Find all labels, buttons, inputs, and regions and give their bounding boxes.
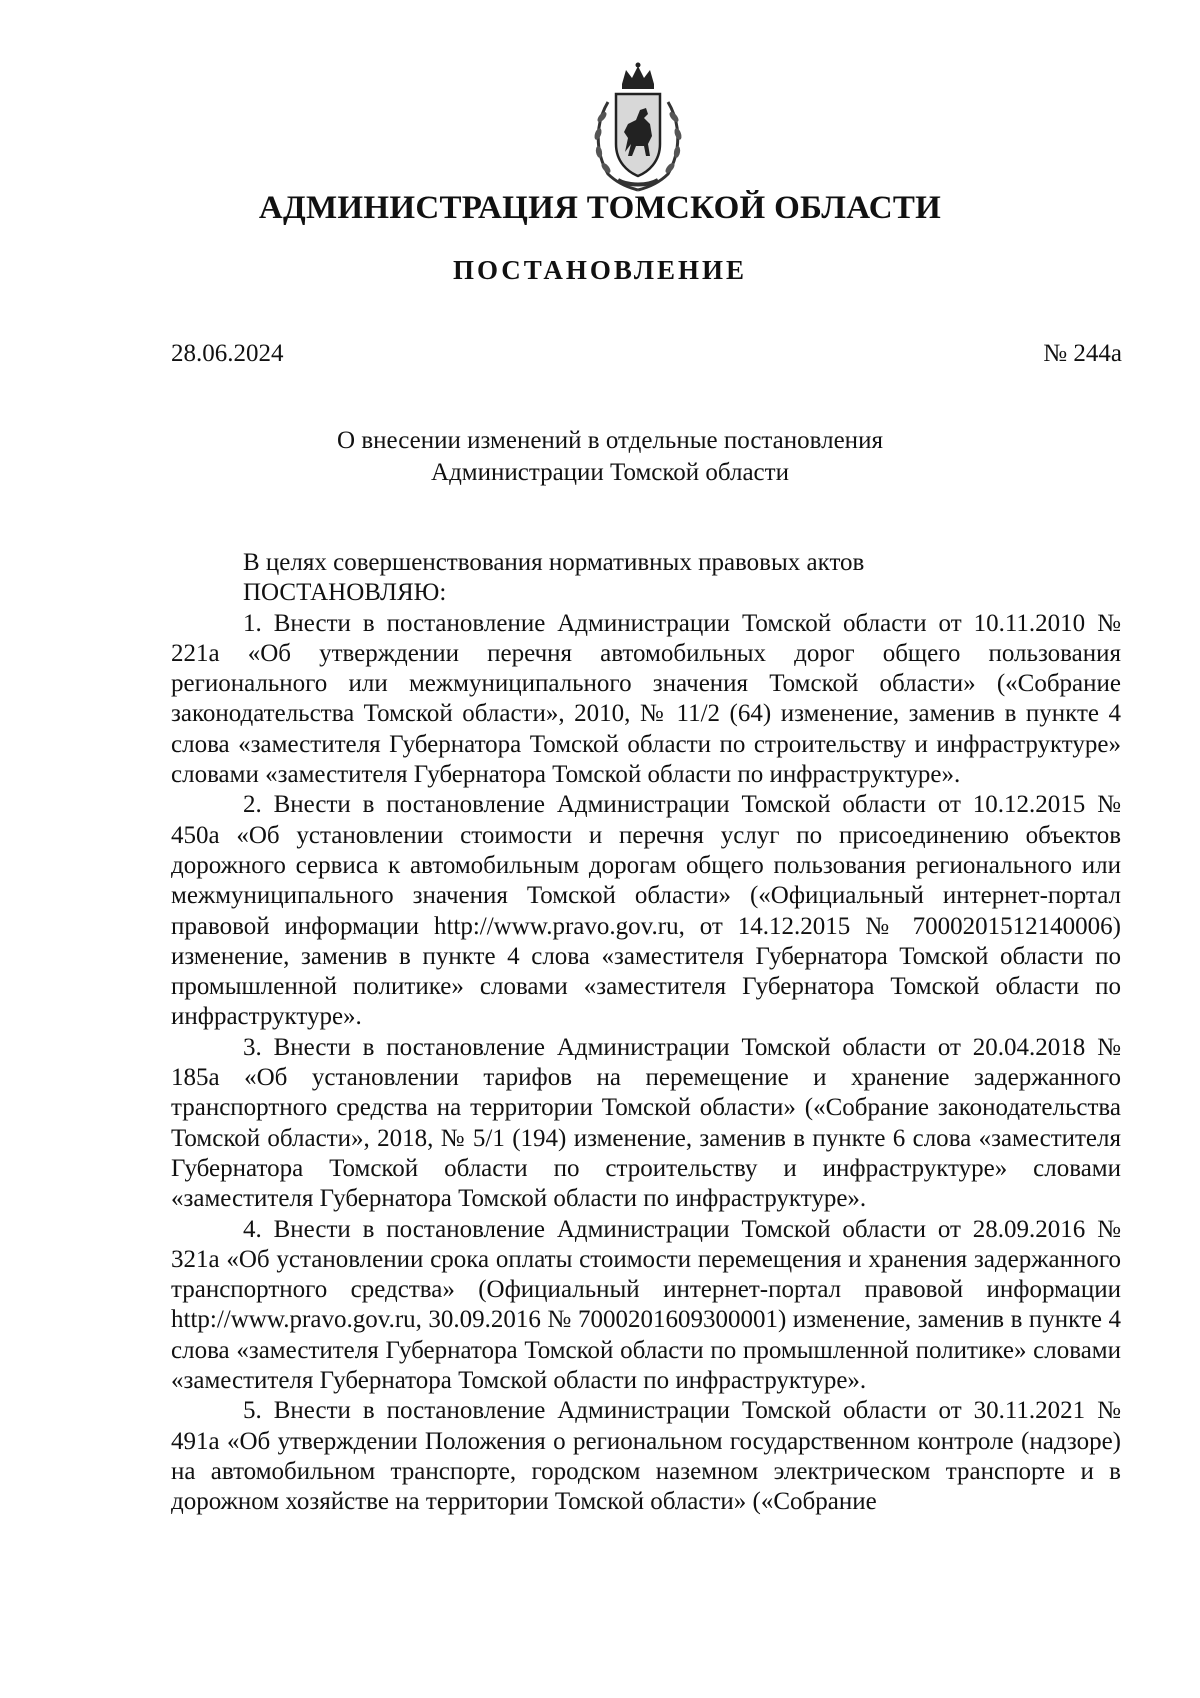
subject-line: Администрации Томской области <box>431 459 789 486</box>
subject-line: О внесении изменений в отдельные постановления <box>337 427 883 454</box>
document-type: ПОСТАНОВЛЕНИЕ <box>452 255 748 285</box>
decree-word: ПОСТАНОВЛЯЮ: <box>243 579 447 607</box>
document-number: № 244а <box>1043 340 1122 367</box>
document-body <box>171 548 1121 1518</box>
decree-item: 1. Внести в постановление Администрации Томской области от 10.11.2010 № 221а «Об утверждении перечня автомобильных дорог общего пользования регионального или межмуниципального значения Томской области» («Собрание законодательства Томской области», 2010, № 11/2 (64) изменение, заменив в пункте 4 слова «заместителя Губернатора Томской области по строительству и инфраструктуре» словами «заместителя Губернатора Томской области по инфраструктуре». <box>171 609 1121 789</box>
preamble: В целях совершенствования нормативных правовых актов <box>243 549 865 576</box>
decree-item: 4. Внести в постановление Администрации Томской области от 28.09.2016 № 321а «Об установлении срока оплаты стоимости перемещения и хранения задержанного транспортного средства» (Официальный интернет-портал правовой информации http://www.pravo.gov.ru, 30.09.2016 № 7000201609300001) изменение, заменив в пункте 4 слова «заместителя Губернатора Томской области по промышленной политике» словами «заместителя Губернатора Томской области по инфраструктуре». <box>171 1215 1121 1395</box>
document-date: 28.06.2024 <box>171 340 284 367</box>
organization-title: АДМИНИСТРАЦИЯ ТОМСКОЙ ОБЛАСТИ <box>258 190 942 226</box>
decree-item: 3. Внести в постановление Администрации Томской области от 20.04.2018 № 185а «Об установлении тарифов на перемещение и хранение задержанного транспортного средства на территории Томской области» («Собрание законодательства Томской области», 2018, № 5/1 (194) изменение, заменив в пункте 6 слова «заместителя Губернатора Томской области по строительству и инфраструктуре» словами «заместителя Губернатора Томской области по инфраструктуре». <box>171 1033 1121 1213</box>
document-subject <box>300 425 920 489</box>
coat-of-arms-icon <box>578 62 698 194</box>
decree-item: 2. Внести в постановление Администрации Томской области от 10.12.2015 № 450а «Об установлении стоимости и перечня услуг по присоединению объектов дорожного сервиса к автомобильным дорогам общего пользования регионального или межмуниципального значения Томской области» («Официальный интернет-портал правовой информации http://www.pravo.gov.ru, от 14.12.2015 № 7000201512140006) изменение, заменив в пункте 4 слова «заместителя Губернатора Томской области по промышленной политике» словами «заместителя Губернатора Томской области по инфраструктуре». <box>171 791 1121 1031</box>
decree-item: 5. Внести в постановление Администрации Томской области от 30.11.2021 № 491а «Об утверждении Положения о региональном государственном контроле (надзоре) на автомобильном транспорте, городском наземном электрическом транспорте и в дорожном хозяйстве на территории Томской области» («Собрание <box>171 1397 1121 1516</box>
